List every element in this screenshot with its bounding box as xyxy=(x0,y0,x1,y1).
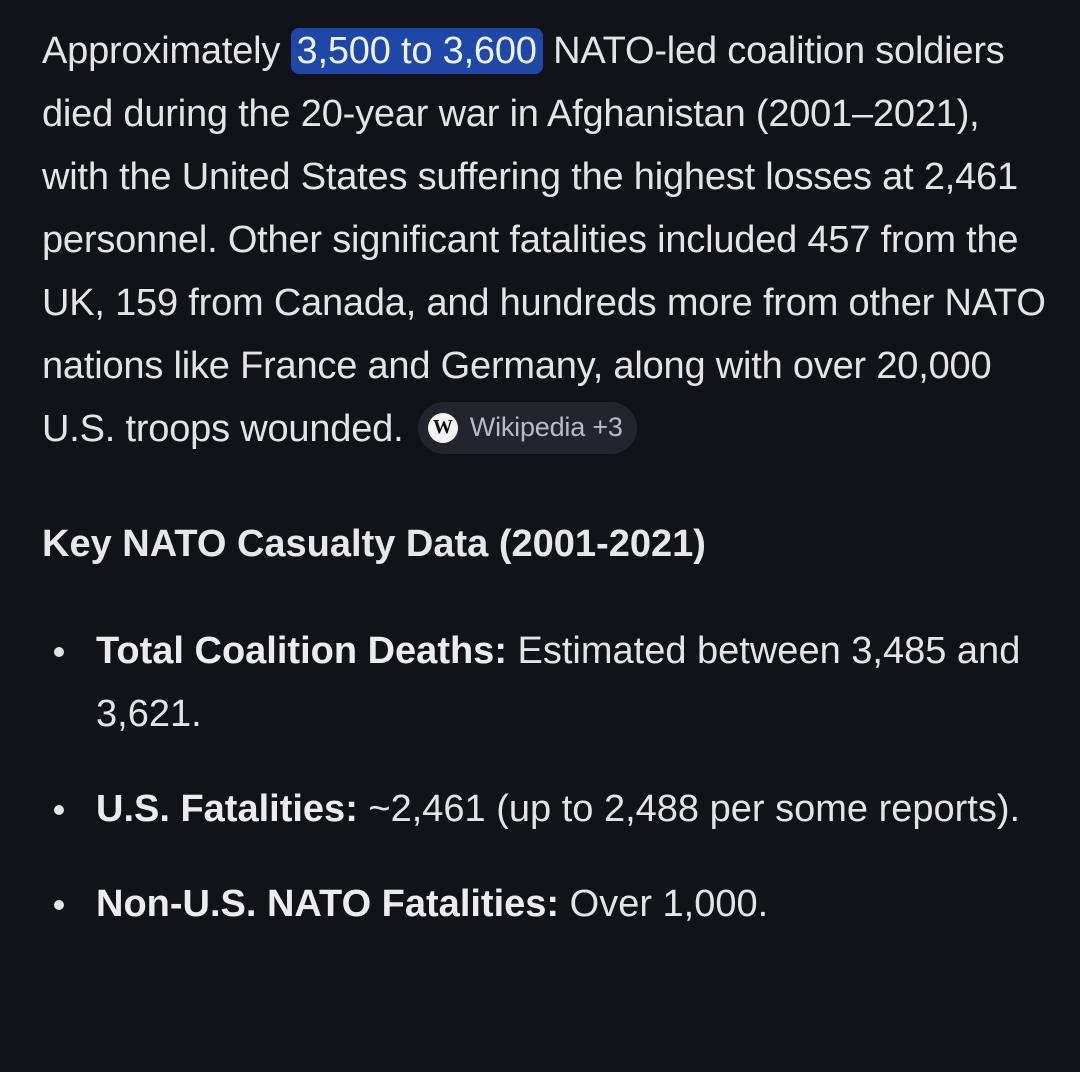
list-item-label: Non-U.S. NATO Fatalities: xyxy=(96,883,560,925)
highlighted-figure[interactable]: 3,500 to 3,600 xyxy=(291,28,543,74)
bullet-dot xyxy=(54,900,64,910)
bullet-dot xyxy=(54,647,64,657)
answer-intro-after: NATO-led coalition soldiers died during the 20-year war in Afghanistan (2001–2021), with the United States suffering the highest losses at 2,461 personnel. Other significant fatalities included 457 from the UK, 159 from Canada, and hundreds more from other NATO nations like France and Germany, along with over 20,000 U.S. troops wounded. xyxy=(42,30,1046,450)
list-item-text: ~2,461 (up to 2,488 per some reports). xyxy=(357,788,1021,830)
bullet-dot xyxy=(54,805,64,815)
list-item-label: U.S. Fatalities: xyxy=(96,788,358,830)
list-item xyxy=(42,778,1052,841)
list-item-label: Total Coalition Deaths: xyxy=(96,630,507,672)
answer-paragraph xyxy=(42,20,1052,461)
source-chip-label: Wikipedia +3 xyxy=(469,412,623,443)
section-heading: Key NATO Casualty Data (2001-2021) xyxy=(42,523,706,565)
list-item-text: Estimated between 3,485 and 3,621. xyxy=(96,630,1021,735)
list-item-text: Over 1,000. xyxy=(559,883,769,925)
casualty-list xyxy=(42,620,1052,936)
answer-intro-before: Approximately xyxy=(42,30,291,72)
wikipedia-icon: W xyxy=(428,413,458,443)
list-item xyxy=(42,620,1052,746)
answer-content xyxy=(42,20,1052,968)
source-chip-button[interactable] xyxy=(418,402,637,454)
list-item xyxy=(42,873,1052,936)
